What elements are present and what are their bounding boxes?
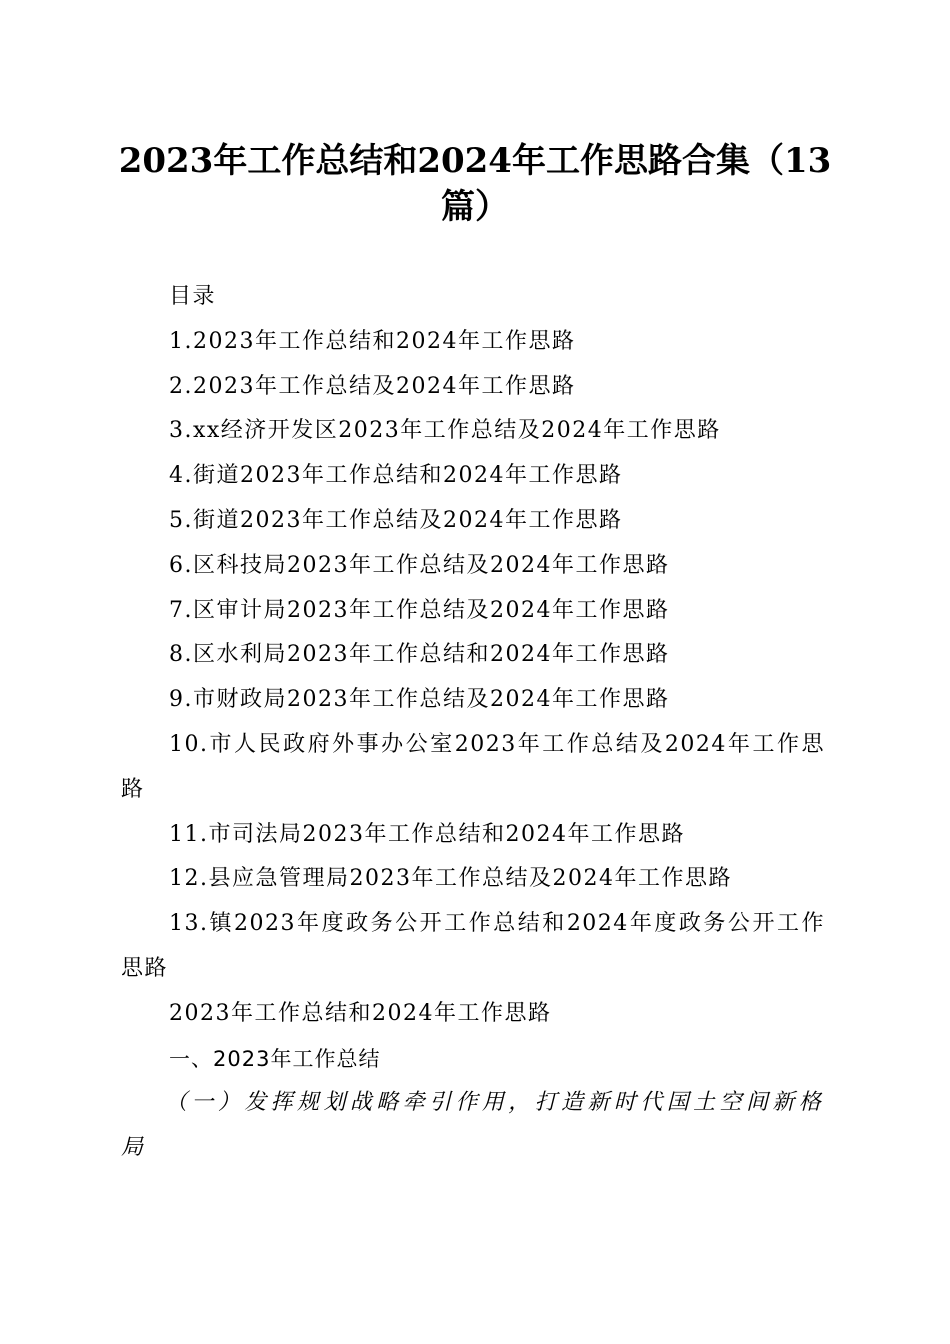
document-title: 2023年工作总结和2024年工作思路合集（13篇） — [118, 141, 832, 227]
toc-item-2: 2.2023年工作总结及2024年工作思路 — [169, 373, 576, 399]
toc-item-3: 3.xx经济开发区2023年工作总结及2024年工作思路 — [169, 418, 721, 444]
heading-level-1: 一、2023年工作总结 — [169, 1046, 381, 1071]
toc-label: 目录 — [169, 284, 217, 309]
document-body — [121, 275, 825, 1171]
toc-item-6: 6.区科技局2023年工作总结及2024年工作思路 — [169, 552, 670, 578]
toc-item-11: 11.市司法局2023年工作总结和2024年工作思路 — [169, 821, 685, 847]
toc-item-1: 1.2023年工作总结和2024年工作思路 — [169, 328, 576, 354]
toc-item-8: 8.区水利局2023年工作总结和2024年工作思路 — [169, 642, 670, 668]
toc-item-10: 10.市人民政府外事办公室2023年工作总结及2024年工作思路 — [121, 731, 825, 802]
section-title: 2023年工作总结和2024年工作思路 — [169, 1000, 552, 1026]
toc-item-4: 4.街道2023年工作总结和2024年工作思路 — [169, 463, 623, 489]
toc-item-12: 12.县应急管理局2023年工作总结及2024年工作思路 — [169, 866, 732, 892]
toc-item-13: 13.镇2023年度政务公开工作总结和2024年度政务公开工作思路 — [121, 911, 825, 981]
toc-item-7: 7.区审计局2023年工作总结及2024年工作思路 — [169, 597, 670, 623]
toc-item-5: 5.街道2023年工作总结及2024年工作思路 — [169, 507, 623, 533]
toc-item-9: 9.市财政局2023年工作总结及2024年工作思路 — [169, 687, 670, 713]
heading-level-2: （一）发挥规划战略牵引作用，打造新时代国土空间新格局 — [121, 1090, 825, 1161]
